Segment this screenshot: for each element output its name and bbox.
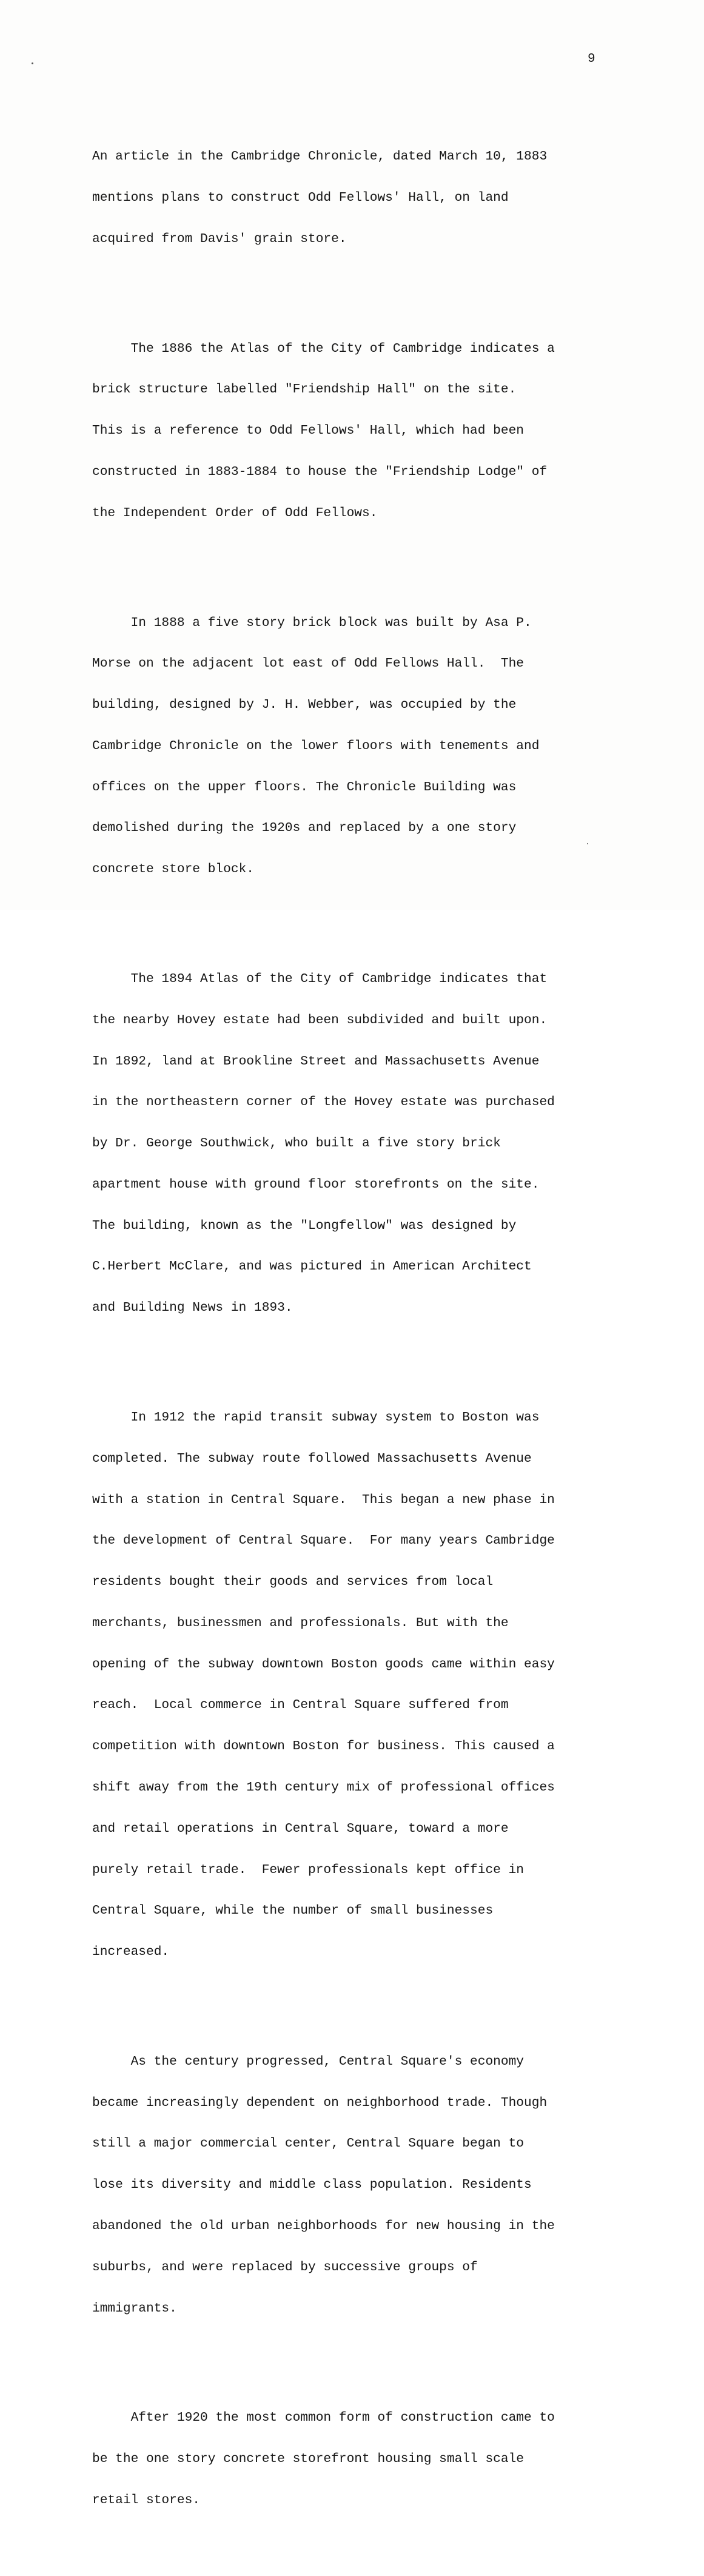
text-line: abandoned the old urban neighborhoods for new housing in the — [92, 2219, 555, 2234]
text-line: Cambridge Chronicle on the lower floors with tenements and — [92, 738, 540, 753]
paragraph-7 — [92, 2384, 602, 2535]
text-line: Morse on the adjacent lot east of Odd Fellows Hall. The — [92, 656, 525, 671]
text-line: apartment house with ground floor storefronts on the site. — [92, 1177, 540, 1192]
page-number: 9 — [588, 52, 595, 66]
text-line: purely retail trade. Fewer professionals kept office in — [92, 1862, 525, 1877]
text-line: by Dr. George Southwick, who built a five story brick — [92, 1136, 501, 1151]
text-line: with a station in Central Square. This began a new phase in — [92, 1492, 555, 1507]
text-line: the nearby Hovey estate had been subdivided and built upon. — [92, 1012, 548, 1027]
text-line: the development of Central Square. For many years Cambridge — [92, 1533, 555, 1549]
paragraph-6 — [92, 2028, 602, 2343]
text-line: In 1892, land at Brookline Street and Massachusetts Avenue — [92, 1054, 540, 1069]
text-line: reach. Local commerce in Central Square suffered from — [92, 1698, 509, 1713]
paragraph-3 — [92, 588, 602, 904]
text-line: building, designed by J. H. Webber, was occupied by the — [92, 698, 517, 713]
text-line: retail stores. — [92, 2492, 201, 2507]
paragraph-2 — [92, 315, 602, 548]
text-line: and retail operations in Central Square, toward a more — [92, 1821, 509, 1836]
text-line: became increasingly dependent on neighborhood trade. Though — [92, 2095, 548, 2110]
scan-speck — [32, 62, 33, 64]
text-line: lose its diversity and middle class population. Residents — [92, 2177, 532, 2193]
text-line: and Building News in 1893. — [92, 1300, 293, 1316]
text-line: Central Square, while the number of small businesses — [92, 1903, 494, 1919]
text-line: be the one story concrete storefront housing small scale — [92, 2452, 525, 2467]
text-line: This is a reference to Odd Fellows' Hall, which had been — [92, 423, 525, 439]
paragraph-1 — [92, 123, 602, 274]
text-line: demolished during the 1920s and replaced by a one story — [92, 821, 517, 836]
text-line: acquired from Davis' grain store. — [92, 231, 347, 246]
text-line: immigrants. — [92, 2301, 177, 2316]
text-line: In 1912 the rapid transit subway system to Boston was — [92, 1410, 540, 1425]
text-line: An article in the Cambridge Chronicle, dated March 10, 1883 — [92, 149, 548, 164]
paragraph-5 — [92, 1384, 602, 1986]
text-line: increased. — [92, 1945, 170, 1960]
text-line: C.Herbert McClare, and was pictured in American Architect — [92, 1259, 532, 1274]
text-line: In 1888 a five story brick block was built by Asa P. — [92, 615, 532, 630]
text-line: still a major commercial center, Central Square began to — [92, 2136, 525, 2151]
text-line: merchants, businessmen and professionals. But with the — [92, 1615, 509, 1630]
text-line: offices on the upper floors. The Chronicle Building was — [92, 779, 517, 795]
text-line: the Independent Order of Odd Fellows. — [92, 505, 378, 520]
text-line: suburbs, and were replaced by successive groups of — [92, 2259, 478, 2275]
text-line: mentions plans to construct Odd Fellows' Hall, on land — [92, 190, 509, 206]
text-line: in the northeastern corner of the Hovey estate was purchased — [92, 1095, 555, 1110]
text-line: opening of the subway downtown Boston goods came within easy — [92, 1656, 555, 1672]
text-line: concrete store block. — [92, 862, 255, 877]
text-line: completed. The subway route followed Massachusetts Avenue — [92, 1451, 532, 1466]
text-line: The building, known as the "Longfellow" was designed by — [92, 1218, 517, 1233]
text-line: As the century progressed, Central Square's economy — [92, 2054, 525, 2069]
text-line: The 1886 the Atlas of the City of Cambridge indicates a — [92, 341, 555, 356]
document-body — [92, 95, 602, 2575]
text-line: The 1894 Atlas of the City of Cambridge indicates that — [92, 972, 548, 986]
text-line: shift away from the 19th century mix of professional offices — [92, 1780, 555, 1795]
text-line: After 1920 the most common form of construction came to — [92, 2410, 555, 2426]
text-line: brick structure labelled "Friendship Hall" on the site. — [92, 382, 517, 397]
text-line: competition with downtown Boston for business. This caused a — [92, 1739, 555, 1754]
paragraph-4 — [92, 945, 602, 1342]
text-line: residents bought their goods and services from local — [92, 1575, 494, 1590]
text-line: constructed in 1883-1884 to house the "Friendship Lodge" of — [92, 465, 548, 480]
